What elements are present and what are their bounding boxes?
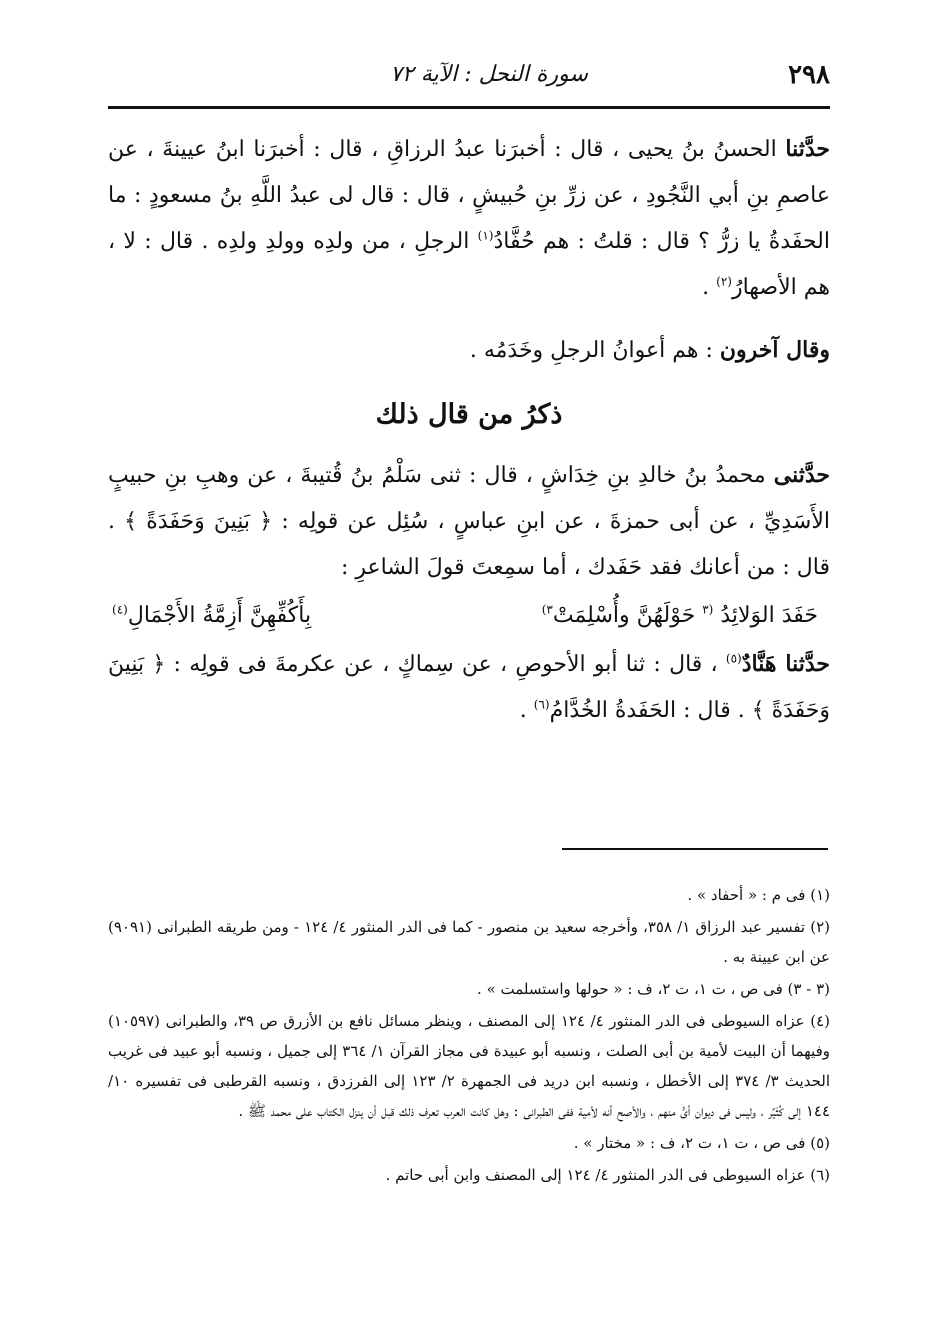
narration-lead: حدَّثنى (773, 462, 831, 488)
poetry-verse (108, 591, 830, 641)
paragraph-text: ، قال : ثنا أبو الأحوصِ ، عن سِماكٍ ، عن عكرمةَ فى قولِه : ﴿ بَنِينَ وَحَفَدَةً ﴾ . قال : الحَفَدةُ الخُدَّامُ (108, 652, 830, 723)
narration-lead: حدَّثنا (785, 136, 830, 162)
verse-second-hemistich: بِأَكُفِّهِنَّ أَزِمَّةُ الأَجْمَالِ$^{(٤)}$ (112, 602, 312, 628)
paragraph-text: الحسنُ بنُ يحيى ، قال : أخبرَنا عبدُ الرزاقِ ، قال : أخبرَنا ابنُ عيينةَ ، عن عاصمِ بنِ أبي النَّجُودِ ، عن زرِّ بنِ حُبيشٍ ، قال : قال لى عبدُ اللَّهِ بنُ مسعودٍ : ما الحفَدةُ يا زرُّ ؟ قال : قلتُ : هم حُفَّادُ (108, 137, 830, 254)
paragraph-text: : هم أعوانُ الرجلِ وخَدَمُه . (469, 338, 720, 363)
footnote-ref: (٢) (716, 274, 732, 289)
footnote-rule (562, 848, 828, 850)
footnote-ref: (٥) (725, 651, 742, 666)
paragraph-2 (108, 327, 830, 374)
running-title: سورة النحل : الآية ٧٢ (390, 62, 588, 87)
footnote-ref: ٣) (541, 602, 553, 617)
paragraph-1 (108, 126, 830, 311)
spacer (108, 311, 830, 327)
footnotes (108, 880, 830, 1192)
page-header (108, 50, 830, 98)
paragraph-text: . (519, 698, 534, 723)
narration-lead: وقال آخرون (719, 337, 830, 363)
footnote-ref: (٤) (112, 602, 128, 617)
header-rule (108, 106, 830, 109)
footnote-6: (٦) عزاه السيوطى فى الدر المنثور ٤/ ١٢٤ إلى المصنف وابن أبى حاتم . (385, 1166, 830, 1184)
verse-first-hemistich: حَفَدَ الوَلائِدُ $^{(٣}$ حَوْلَهُنَّ وأُسْلِمَتْ$^{٣)}$ (541, 602, 818, 628)
footnote-ref: (٣ (702, 602, 714, 617)
footnote-2: (٢) تفسير عبد الرزاق ١/ ٣٥٨، وأخرجه سعيد بن منصور - كما فى الدر المنثور ٤/ ١٢٤ - ومن طريقه الطبرانى (٩٠٩١) عن ابن عيينة به . (108, 918, 831, 966)
paragraph-4 (108, 641, 830, 734)
footnote-ref: (٦) (533, 697, 550, 712)
section-heading: ذكرُ من قال ذلك (375, 399, 563, 430)
footnote-ref: (١) (477, 228, 494, 243)
footnote-3: (٣ - ٣) فى ص ، ت ١، ت ٢، ف : « حولها واستسلمت » . (477, 980, 830, 998)
footnote-1: (١) فى م : « أحفاد » . (687, 886, 830, 904)
footnote-4: (٤) عزاه السيوطى فى الدر المنثور ٤/ ١٢٤ إلى المصنف ، وينظر مسائل نافع بن الأزرق ص ٣٩، والطبرانى (١٠٥٩٧) وفيهما أن البيت لأمية بن أبى الصلت ، ونسبه أبو عبيدة فى مجاز القرآن ١/ ٣٦٤ إلى جميل ، ونسبه أبو عبيد فى غريب الحديث ٣/ ٣٧٤ إلى الأخطل ، ونسبه ابن دريد فى الجمهرة ٢/ ١٢٣ إلى الفرزدق ، ونسبه القرطبى فى تفسيره ١٠/ ١٤٤ إلى كُثَيِّر ، وليس فى ديوان أىٍّ منهم ، والأصح أنه لأمية ففى الطبرانى : وهل كانت العرب تعرف ذلك قبل أن ينزل الكتاب على محمد ﷺ . (108, 1012, 831, 1120)
narration-lead: حدَّثنا هَنَّادٌ (741, 651, 830, 677)
paragraph-text: محمدُ بنُ خالدِ بنِ خِدَاشٍ ، قال : ثنى سَلْمُ بنُ قُتيبةَ ، عن وهبِ بنِ حبيبٍ الأَسَدِيِّ ، عن أبى حمزةَ ، عن ابنِ عباسٍ ، سُئِل عن قولِه : ﴿ بَنِينَ وَحَفَدَةً ﴾ . قال : من أعانك فقد حَفَدك ، أما سمِعتَ قولَ الشاعرِ : (108, 463, 830, 580)
footnote-5: (٥) فى ص ، ت ١، ت ٢، ف : « مختار » . (573, 1134, 830, 1152)
main-text (108, 126, 830, 734)
paragraph-3 (108, 452, 830, 591)
paragraph-text: الرجلِ ، من ولدِه وولدِ ولدِه . قال : لا ، هم الأصهارُ (108, 229, 830, 300)
page-number: ٢٩٨ (788, 60, 830, 90)
paragraph-text: . (702, 275, 717, 300)
